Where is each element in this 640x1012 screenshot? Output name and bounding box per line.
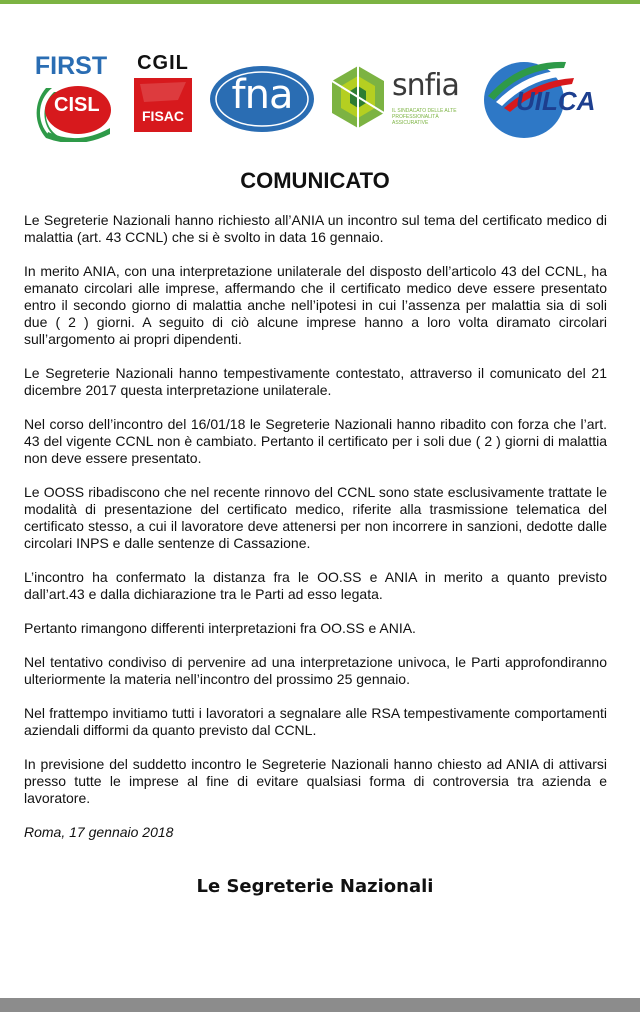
cgil-fisac-logo (130, 52, 196, 136)
snfia-logo (328, 62, 462, 134)
signature: Le Segreterie Nazionali (196, 876, 434, 897)
fna-logo (208, 64, 316, 134)
fisac-logo-text: FISAC (142, 108, 184, 124)
document-title: COMUNICATO (240, 168, 390, 193)
paragraph-1: Le Segreterie Nazionali hanno richiesto all’ANIA un incontro sul tema del certificato medico di malattia (art. 43 CCNL) che si è svolto in data 16 gennaio. (24, 212, 607, 245)
document-body (24, 212, 607, 841)
paragraph-8: Nel tentativo condiviso di pervenire ad una interpretazione univoca, le Parti approfondiranno ulteriormente la materia nell’incontro del prossimo 25 gennaio. (24, 654, 607, 687)
cgil-logo-text: CGIL (137, 52, 189, 74)
paragraph-3: Le Segreterie Nazionali hanno tempestivamente contestato, attraverso il comunicato del 21 dicembre 2017 questa interpretazione unilaterale. (24, 365, 607, 398)
paragraph-10: In previsione del suddetto incontro le Segreterie Nazionali hanno chiesto ad ANIA di attivarsi presso tutte le imprese al fine di evitare qualsiasi forma di controversia tra azienda e lavoratore. (24, 756, 607, 806)
bottom-bar (0, 998, 640, 1012)
paragraph-6: L’incontro ha confermato la distanza fra le OO.SS e ANIA in merito a quanto previsto dall’art.43 e dalla dichiarazione tra le Parti ad esso legata. (24, 569, 607, 602)
first-cisl-logo-line2: CISL (54, 94, 100, 116)
paragraph-4: Nel corso dell’incontro del 16/01/18 le Segreterie Nazionali hanno ribadito con forza che l’art. 43 del vigente CCNL non è cambiato. Pertanto il certificato per i soli due ( 2 ) giorni di malattia non deve essere presentato. (24, 416, 607, 466)
cgil-flag-icon (134, 78, 192, 108)
paragraph-5: Le OOSS ribadiscono che nel recente rinnovo del CCNL sono state esclusivamente trattate le modalità di presentazione del certificato medico, riferite alla trasmissione telematica del certificato stesso, a cui il lavoratore deve attenersi per non incorrere in sanzioni, dedotte dalle circolari INPS e dalle sentenze di Cassazione. (24, 484, 607, 551)
snfia-hexagon-icon (328, 64, 388, 130)
paragraph-9: Nel frattempo invitiamo tutti i lavoratori a segnalare alle RSA tempestivamente comportamenti aziendali difformi da quanto previsto dal CCNL. (24, 705, 607, 738)
fna-logo-text: fna (231, 72, 293, 118)
first-cisl-logo-line1: FIRST (34, 52, 108, 80)
uilca-logo-text: UILCA (516, 86, 596, 116)
union-logos (24, 52, 616, 144)
paragraph-2: In merito ANIA, con una interpretazione unilaterale del disposto dell’articolo 43 del CCNL, ha emanato circolari alle imprese, affermando che il certificato medico deve essere presentato entro il secondo giorno di malattia anche nell’ipotesi in cui l’assenza per malattia sia di soli due ( 2 ) giorni. A seguito di ciò alcune imprese hanno a loro volta diramato circolari sull’argomento ai propri dipendenti. (24, 263, 607, 347)
uilca-logo (480, 56, 616, 140)
snfia-logo-subtitle: IL SINDACATO DELLE ALTE PROFESSIONALITÀ ASSICURATIVE (392, 108, 457, 126)
paragraph-7: Pertanto rimangono differenti interpretazioni fra OO.SS e ANIA. (24, 620, 416, 636)
place-date: Roma, 17 gennaio 2018 (24, 824, 174, 840)
top-accent-bar (0, 0, 640, 4)
snfia-logo-text: snfia (392, 68, 459, 103)
first-cisl-logo (28, 52, 114, 142)
